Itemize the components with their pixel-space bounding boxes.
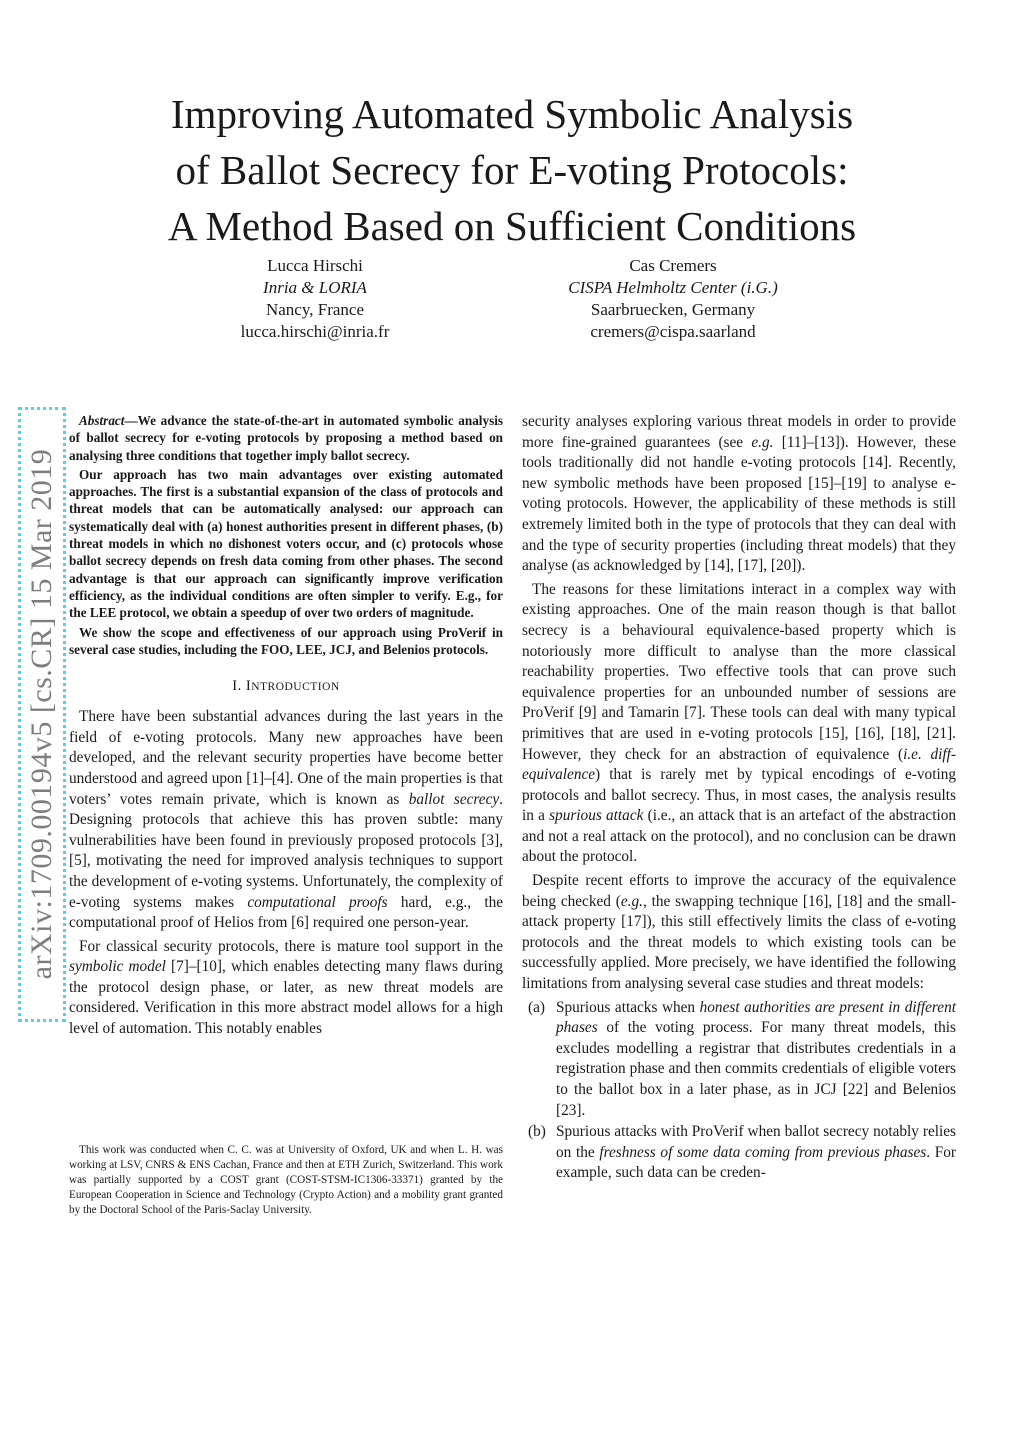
- author-email: lucca.hirschi@inria.fr: [240, 322, 390, 341]
- text-run: , the swapping technique [16], [18] and the small-attack property [17]), this still effectively limits the class of e-voting protocols and the threat models to which existing tools can be successfully applied. More precisely, we have identified the following limitations from analysing several case studies and threat models:: [522, 892, 956, 993]
- emphasis: freshness of some data coming from previous phases: [599, 1143, 927, 1161]
- title-line-3: A Method Based on Sufficient Conditions: [167, 203, 857, 249]
- abstract-paragraph-3: We show the scope and effectiveness of our approach using ProVerif in several case studies, including the FOO, LEE, JCJ, and Belenios protocols.: [69, 624, 503, 657]
- text-run: [7]–[10], which enables detecting many flaws during the protocol design phase, or later, as new threat models are considered. Verification in this more abstract model allows for a high level of automation. This notably enables: [69, 958, 504, 1038]
- abstract-label: Abstract: [79, 413, 125, 428]
- section-number: I.: [232, 678, 242, 695]
- text-run: For classical security protocols, there is mature tool support in the: [79, 937, 503, 955]
- text-run: Despite recent efforts to improve the accuracy of the equivalence being checked (: [522, 872, 956, 910]
- emphasis: ballot secrecy: [408, 790, 500, 808]
- list-item-label: (a): [528, 998, 545, 1016]
- section-title-initial: I: [245, 678, 252, 695]
- section-heading-introduction: [69, 678, 503, 695]
- abstract: [69, 412, 503, 658]
- author-name: Cas Cremers: [629, 256, 717, 275]
- limitations-list: [522, 998, 956, 1184]
- intro-paragraph-2: [69, 937, 503, 1040]
- text-run: [11]–[13]). However, these tools traditionally did not handle e-voting protocols [14]. Recently, new symbolic methods have been proposed [15]–[19] to analyse e-voting protocols. However, the applicability of these methods is still extremely limited both in the type of protocols that they can deal with and the type of security properties (including threat models) that they analyse (as acknowledged by [14], [17], [20]).: [522, 433, 956, 575]
- emphasis: spurious attack: [549, 807, 644, 825]
- title-line-1: Improving Automated Symbolic Analysis: [170, 91, 854, 137]
- author-email: cremers@cispa.saarland: [590, 322, 756, 341]
- emphasis: computational proofs: [247, 893, 388, 911]
- right-column: [522, 412, 956, 1185]
- list-item: [522, 1122, 956, 1184]
- abstract-paragraph-2: Our approach has two main advantages over existing automated approaches. The first is a substantial expansion of the class of protocols and threat models that can be automatically analysed: our approach can systematically deal with (a) honest authorities present in different phases, (b) threat models in which no dishonest voters occur, and (c) protocols whose ballot secrecy depends on fresh data coming from other phases. The second advantage is that our approach can significantly improve verification efficiency, as the individual conditions are often simpler to verify. E.g., for the LEE protocol, we obtain a speedup of over two orders of magnitude.: [69, 466, 503, 621]
- author-affiliation: Inria & LORIA: [263, 278, 367, 297]
- text-run: hard, e.g., the computational proof of Helios from [6] required one person-year.: [69, 893, 504, 932]
- abstract-paragraph-1: Abstract—We advance the state-of-the-art in automated symbolic analysis of ballot secrecy for e-voting protocols by proposing a method based on analysing three conditions that together imply ballot secrecy.: [69, 413, 503, 463]
- text-run: (i.e., an attack that is an artefact of the abstraction and not a real attack on the protocol), and no conclusion can be drawn about the protocol.: [522, 807, 956, 866]
- emphasis: symbolic model: [69, 958, 166, 976]
- right-paragraph-3: [522, 871, 956, 995]
- text-run: Spurious attacks with ProVerif when ballot secrecy notably relies on the: [556, 1123, 956, 1161]
- text-run: Spurious attacks when: [556, 998, 700, 1016]
- introduction-body: [69, 707, 503, 1040]
- text-run: . For example, such data can be creden-: [556, 1143, 956, 1182]
- arxiv-stamp: arXiv:1709.00194v5 [cs.CR] 15 Mar 2019: [25, 448, 58, 980]
- list-item: [522, 998, 956, 1122]
- right-paragraph-2: [522, 580, 956, 868]
- text-run: The reasons for these limitations interact in a complex way with existing approaches. One of the main reason though is that ballot secrecy is a behavioural equivalence-based property which is notoriously more difficult to analyse than the more classical reachability properties. Two effective tools that can prove such equivalence properties for an unbounded number of sessions are ProVerif [9] and Tamarin [7]. These tools can deal with many typical primitives that are used in e-voting protocols [15], [16], [18], [21]. However, they check for an abstraction of equivalence (: [522, 580, 956, 763]
- intro-paragraph-1: [69, 707, 503, 934]
- emphasis: e.g.: [751, 433, 774, 451]
- right-paragraph-1: [522, 412, 956, 577]
- text-run: . Designing protocols that achieve this has proven subtle: many vulnerabilities have been found in previously proposed protocols [3], [5], motivating the need for improved analysis techniques to support the development of e-voting systems. Unfortunately, the complexity of e-voting systems makes: [69, 790, 503, 911]
- author-location: Saarbruecken, Germany: [590, 300, 756, 319]
- text-run: There have been substantial advances during the last years in the field of e-voting protocols. Many new approaches have been developed, and the relevant security properties have become better understood and agreed upon [1]–[4]. One of the main properties is that voters’ votes remain private, which is known as: [69, 708, 503, 808]
- emphasis: e.g.: [620, 892, 643, 910]
- footnote: This work was conducted when C. C. was at University of Oxford, UK and when L. H. was working at LSV, CNRS & ENS Cachan, France and then at ETH Zurich, Switzerland. This work was partially supported by a COST grant (COST-STSM-IC1306-33371) granted by the European Cooperation in Science and Technology (Crypto Action) and a mobility grant granted by the Doctoral School of the Paris-Saclay University.: [69, 1144, 503, 1216]
- text-run: of the voting process. For many threat models, this excludes modelling a registrar that distributes credentials in a registration phase and then commits credentials of eligible voters to the ballot box in a later phase, as in JCJ [22] and Belenios [23].: [556, 1019, 956, 1119]
- author-affiliation: CISPA Helmholtz Center (i.G.): [568, 278, 778, 297]
- left-column: [69, 412, 503, 1043]
- list-item-label: (b): [528, 1123, 546, 1141]
- author-block-1: [150, 255, 480, 343]
- author-name: Lucca Hirschi: [267, 256, 363, 275]
- abstract-text: We advance the state-of-the-art in automated symbolic analysis of ballot secrecy for e-voting protocols by proposing a method based on analysing three conditions that together imply ballot secrecy.: [69, 413, 503, 463]
- author-block-2: [508, 255, 838, 343]
- emphasis: honest authorities are present in different phases: [556, 998, 956, 1037]
- text-run: ) that is rarely met by typical encodings of e-voting protocols and ballot secrecy. Thus, in most cases, the analysis results in a: [522, 766, 956, 825]
- paper-title: [70, 86, 954, 254]
- title-line-2: of Ballot Secrecy for E-voting Protocols:: [175, 147, 849, 193]
- text-run: security analyses exploring various threat models in order to provide more fine-grained guarantees (see: [522, 413, 956, 451]
- section-title-rest: NTRODUCTION: [251, 681, 340, 694]
- emphasis: i.e. diff-equivalence: [522, 745, 956, 784]
- author-location: Nancy, France: [265, 300, 364, 319]
